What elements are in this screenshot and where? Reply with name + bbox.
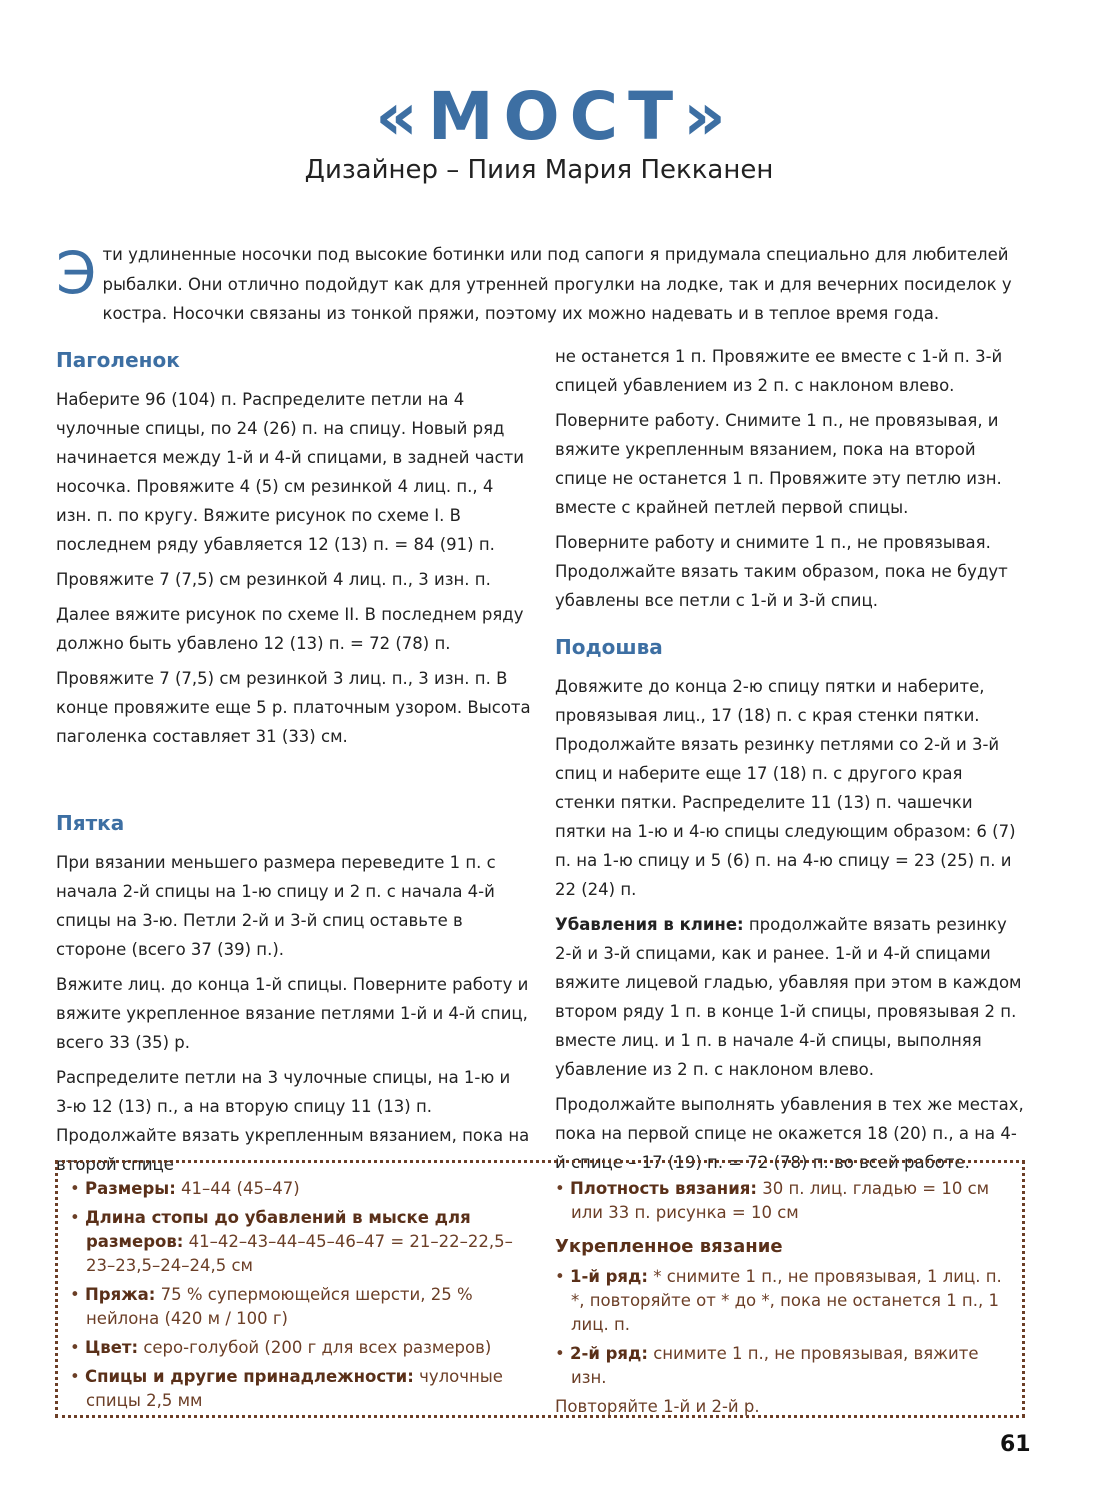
- paragraph: не останется 1 п. Провяжите ее вместе с 1-й п. 3-й спицей убавлением из 2 п. с наклоном влево.: [555, 347, 1003, 395]
- drop-cap: Э: [56, 239, 97, 307]
- info-item: • Размеры: 41–44 (45–47): [70, 1179, 300, 1198]
- info-item: • 1-й ряд: * снимите 1 п., не провязывая, 1 лиц. п. *, повторяйте от * до *, пока не останется 1 п., 1 лиц. п.: [555, 1267, 1002, 1334]
- gusset-paragraph: [555, 910, 1025, 1084]
- info-value: снимите 1 п., не провязывая, вяжите изн.: [571, 1344, 979, 1387]
- repeat-note: Повторяйте 1-й и 2-й р.: [555, 1397, 760, 1416]
- info-value: чулочные спицы 2,5 мм: [86, 1367, 503, 1410]
- paragraph: Провяжите 7 (7,5) см резинкой 3 лиц. п., 3 изн. п. В конце провяжите еще 5 р. платочным узором. Высота паголенка составляет 31 (33) см.: [56, 669, 531, 746]
- info-box: [55, 1160, 1025, 1418]
- paragraph: Распределите петли на 3 чулочные спицы, на 1-ю и 3-ю 12 (13) п., а на вторую спицу 11 (13) п. Продолжайте вязать укрепленным вязанием, пока на второй спице: [56, 1068, 530, 1174]
- info-item: • Длина стопы до убавлений в мыске для размеров: 41–42–43–44–45–46–47 = 21–22–22,5–23–23,5–24–24,5 см: [70, 1208, 513, 1275]
- info-value: 75 % супермоющейся шерсти, 25 % нейлона (420 м / 100 г): [86, 1285, 473, 1328]
- info-label: Длина стопы до убавлений в мыске для размеров:: [84, 1208, 471, 1251]
- info-value: * снимите 1 п., не провязывая, 1 лиц. п. *, повторяйте от * до *, пока не останется 1 п., 1 лиц. п.: [571, 1267, 1002, 1334]
- heading-sole: Подошва: [555, 635, 663, 659]
- info-item: • Цвет: серо-голубой (200 г для всех размеров): [70, 1338, 492, 1357]
- page-number: 61: [1000, 1432, 1031, 1457]
- intro-paragraph: [56, 240, 1026, 329]
- heading-heel: Пятка: [56, 811, 125, 835]
- paragraph: Наберите 96 (104) п. Распределите петли на 4 чулочные спицы, по 24 (26) п. на спицу. Новый ряд начинается между 1-й и 4-й спицами, в задней части носочка. Провяжите 4 (5) см резинкой 4 лиц. п., 4 изн. п. по кругу. Вяжите рисунок по схеме I. В последнем ряду убавляется 12 (13) п. = 84 (91) п.: [56, 390, 524, 554]
- info-label: Размеры:: [84, 1179, 176, 1198]
- paragraph: Провяжите 7 (7,5) см резинкой 4 лиц. п., 3 изн. п.: [56, 570, 491, 589]
- info-box-left: [70, 1177, 540, 1418]
- info-label: Спицы и другие принадлежности:: [84, 1367, 414, 1386]
- gusset-label: Убавления в клине:: [555, 915, 744, 934]
- info-label: 1-й ряд:: [569, 1267, 648, 1286]
- info-label: 2-й ряд:: [569, 1344, 648, 1363]
- info-label: Пряжа:: [84, 1285, 156, 1304]
- info-item: • 2-й ряд: снимите 1 п., не провязывая, вяжите изн.: [555, 1344, 979, 1387]
- info-label: Цвет:: [84, 1338, 139, 1357]
- info-value: 41–42–43–44–45–46–47 = 21–22–22,5–23–23,5–24–24,5 см: [86, 1232, 513, 1275]
- paragraph: Далее вяжите рисунок по схеме II. В последнем ряду должно быть убавлено 12 (13) п. = 72 (78) п.: [56, 605, 524, 653]
- gusset-text: продолжайте вязать резинку 2-й и 3-й спицами, как и ранее. 1-й и 4-й спицами вяжите лицевой гладью, убавляя при этом в каждом втором ряду 1 п. в конце 1-й спицы, провязывая 2 п. вместе лиц. и 1 п. в начале 4-й спицы, выполняя убавление из 2 п. с наклоном влево.: [555, 915, 1022, 1079]
- info-label: Плотность вязания:: [569, 1179, 757, 1198]
- paragraph: Продолжайте выполнять убавления в тех же местах, пока на первой спице не окажется 18 (20) п., а на 4-й спице – 17 (19) п. = 72 (78) п. во всей работе.: [555, 1095, 1024, 1172]
- info-item: • Плотность вязания: 30 п. лиц. гладью = 10 см или 33 п. рисунка = 10 см: [555, 1179, 990, 1222]
- intro-text: ти удлиненные носочки под высокие ботинки или под сапоги я придумала специально для любителей рыбалки. Они отлично подойдут как для утренней прогулки на лодке, так и для вечерних посиделок у костра. Носочки связаны из тонкой пряжи, поэтому их можно надевать и в теплое время года.: [102, 245, 1012, 323]
- info-value: 30 п. лиц. гладью = 10 см или 33 п. рисунка = 10 см: [571, 1179, 990, 1222]
- info-box-right: [555, 1177, 1015, 1419]
- paragraph: Поверните работу и снимите 1 п., не провязывая. Продолжайте вязать таким образом, пока не будут убавлены все петли с 1-й и 3-й спиц.: [555, 533, 1008, 610]
- right-column: [555, 342, 1025, 1183]
- paragraph: Довяжите до конца 2-ю спицу пятки и наберите, провязывая лиц., 17 (18) п. с края стенки пятки. Продолжайте вязать резинку петлями со 2-й и 3-й спиц и наберите еще 17 (18) п. с другого края стенки пятки. Распределите 11 (13) п. чашечки пятки на 1-ю и 4-ю спицы следующим образом: 6 (7) п. на 1-ю спицу и 5 (6) п. на 4-ю спицу = 23 (25) п. и 22 (24) п.: [555, 677, 1016, 899]
- pattern-title: «МОСТ»: [375, 78, 736, 155]
- heading-cuff: Паголенок: [56, 348, 180, 372]
- info-item: • Пряжа: 75 % супермоющейся шерсти, 25 % нейлона (420 м / 100 г): [70, 1285, 473, 1328]
- info-value: серо-голубой (200 г для всех размеров): [138, 1338, 492, 1357]
- box-heading: Укрепленное вязание: [555, 1236, 783, 1257]
- paragraph: Поверните работу. Снимите 1 п., не провязывая, и вяжите укрепленным вязанием, пока на второй спице не останется 1 п. Провяжите эту петлю изн. вместе с крайней петлей первой спицы.: [555, 411, 1002, 517]
- info-value: 41–44 (45–47): [175, 1179, 300, 1198]
- info-item: • Спицы и другие принадлежности: чулочные спицы 2,5 мм: [70, 1367, 503, 1410]
- designer-byline: Дизайнер – Пиия Мария Пекканен: [304, 155, 774, 185]
- paragraph: При вязании меньшего размера переведите 1 п. с начала 2-й спицы на 1-ю спицу и 2 п. с начала 4-й спицы на 3-ю. Петли 2-й и 3-й спиц оставьте в стороне (всего 37 (39) п.).: [56, 853, 496, 959]
- paragraph: Вяжите лиц. до конца 1-й спицы. Поверните работу и вяжите укрепленное вязание петлями 1-й и 4-й спиц, всего 33 (35) р.: [56, 975, 529, 1052]
- left-column: [56, 346, 531, 1185]
